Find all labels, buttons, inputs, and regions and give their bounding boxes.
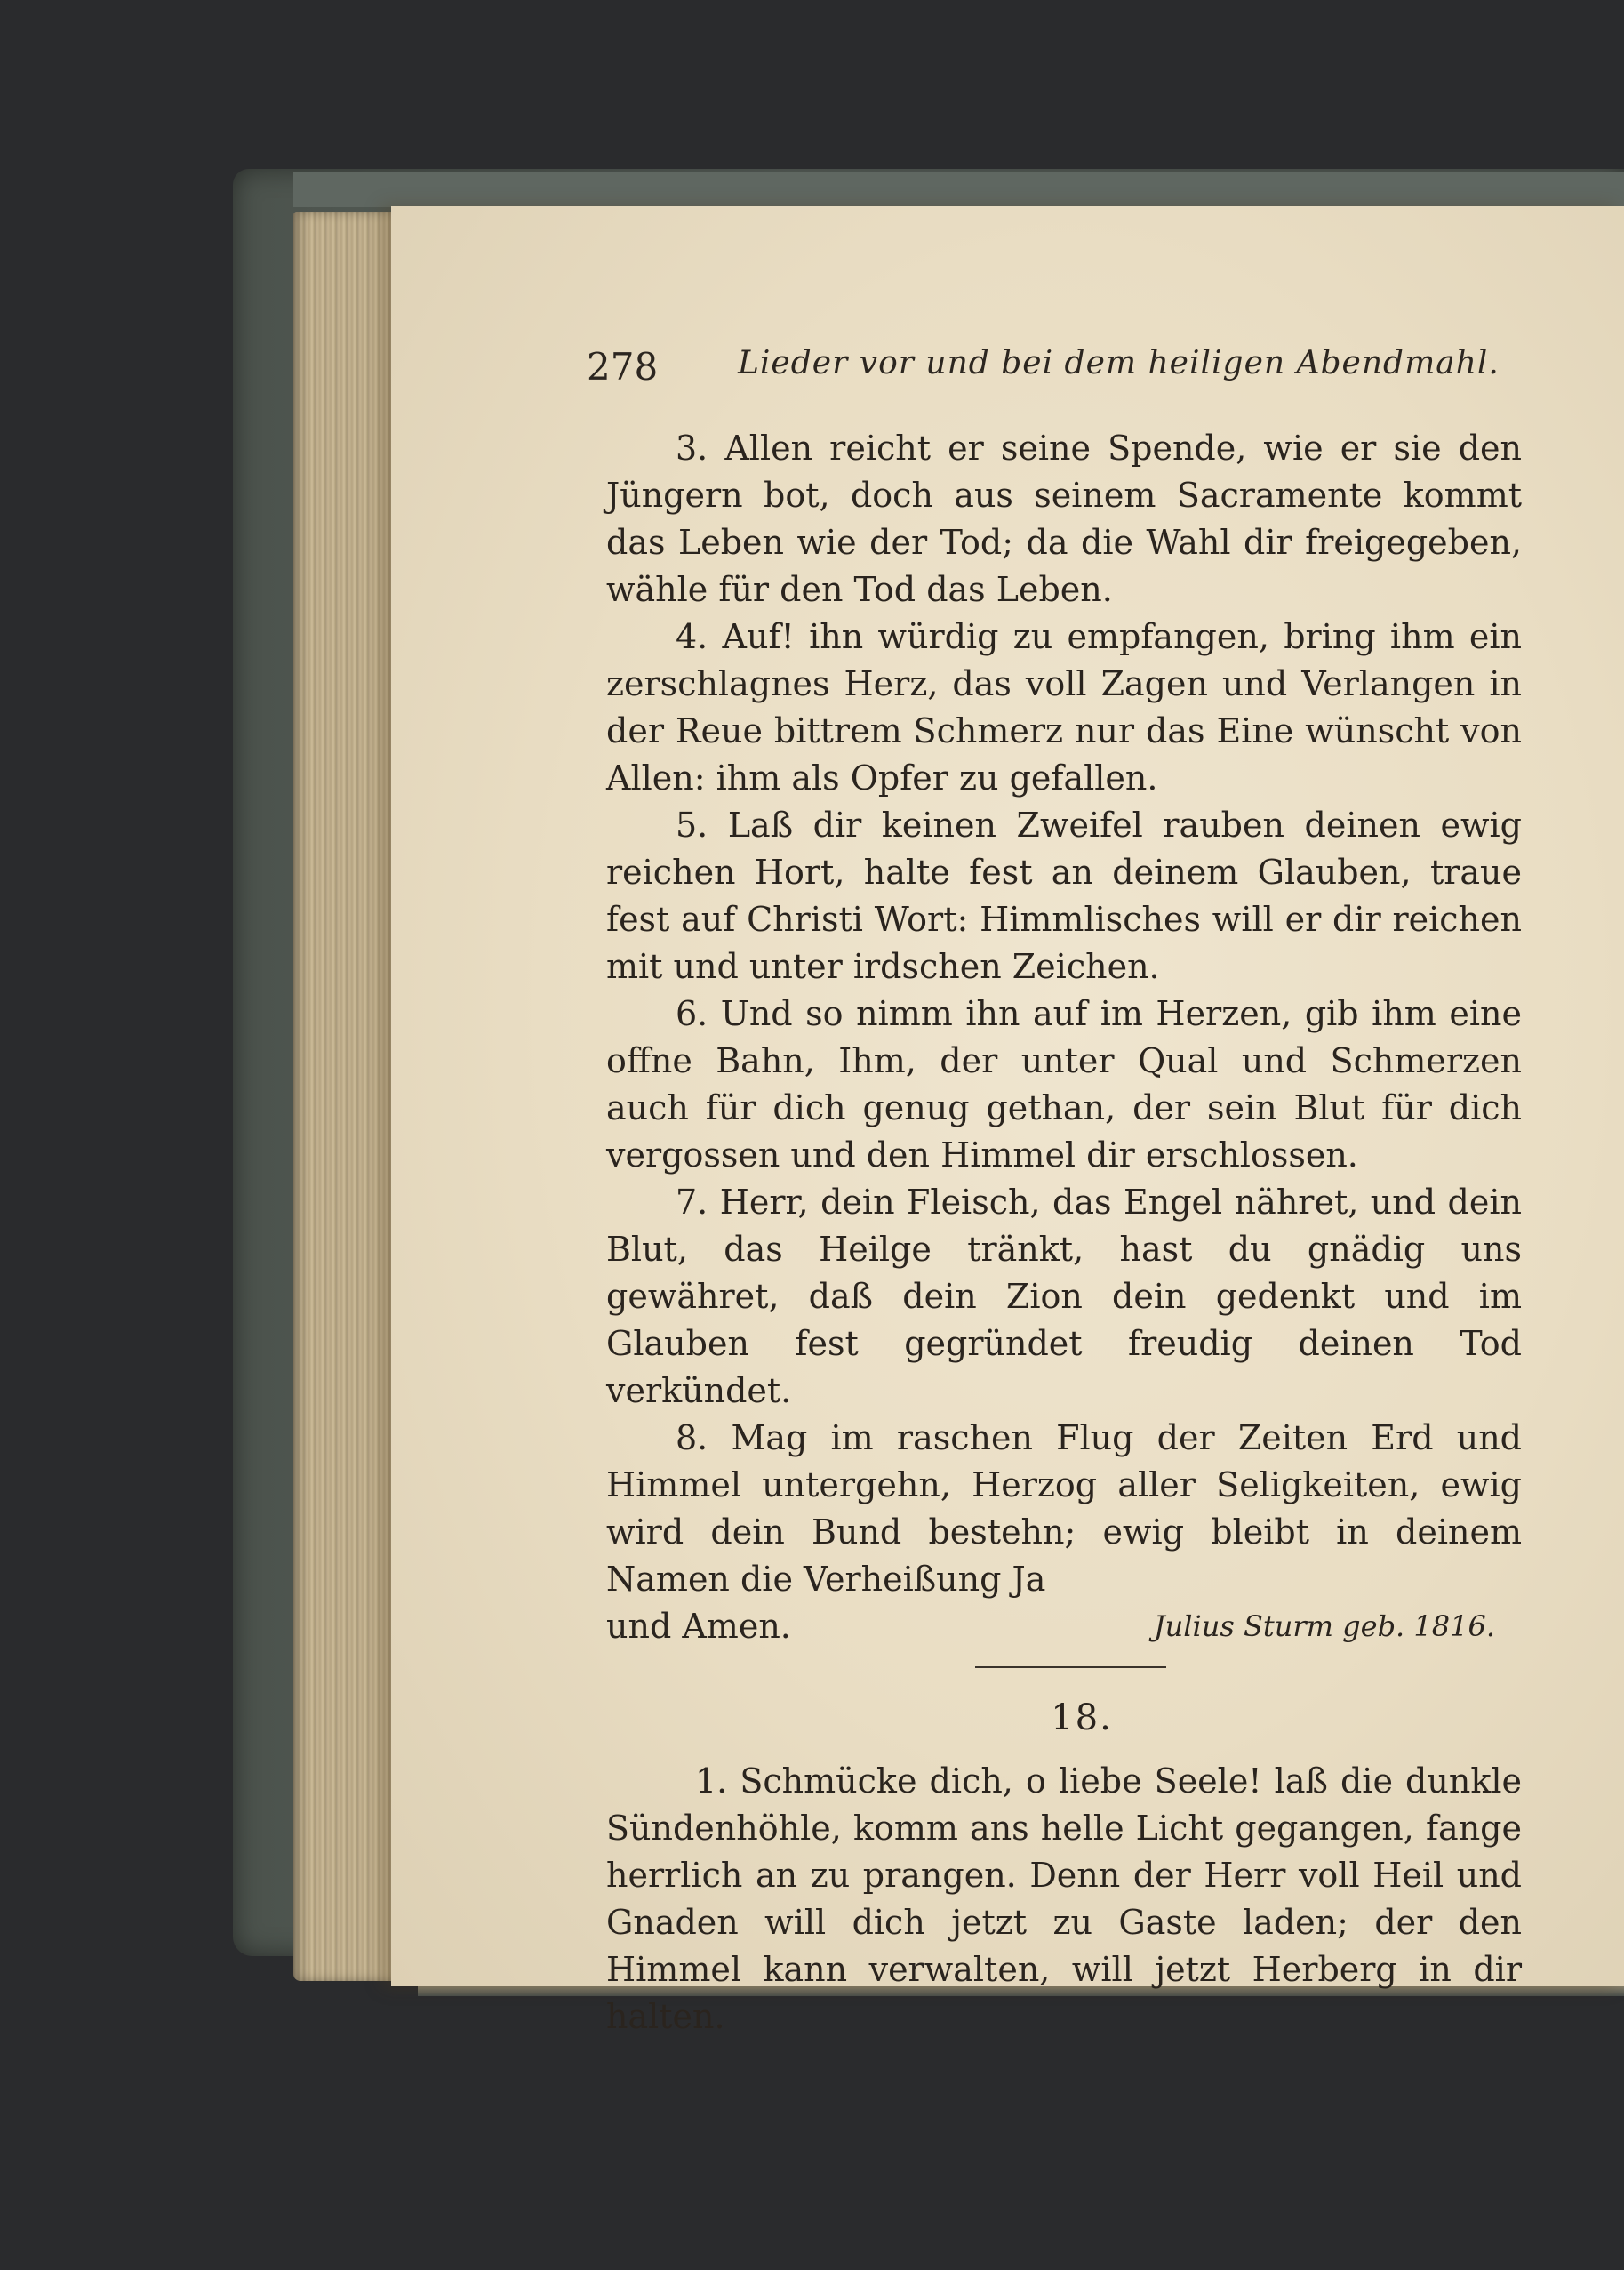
stanza-4: 4. Auf! ihn würdig zu empfangen, bring ihm ein zerschlagnes Herz, das voll Zagen und Verlangen in der Reue bittrem Schmerz nur das Eine wünscht von Allen: ihm als Opfer zu gefallen. bbox=[606, 617, 1522, 798]
stanza-7: 7. Herr, dein Fleisch, das Engel nähret, und dein Blut, das Heilge tränkt, hast du gnädig uns gewähret, daß dein Zion dein gedenkt und im Glauben fest gegründet freudig deinen Tod verkündet. bbox=[606, 1183, 1522, 1410]
hymn-number: 18. bbox=[1051, 1697, 1113, 1738]
hymn18-stanza-1: 1. Schmücke dich, o liebe Seele! laß die dunkle Sündenhöhle, komm ans helle Licht gegangen, fange herrlich an zu prangen. Denn der Herr voll Heil und Gnaden will dich jetzt zu Gaste laden; der den Himmel kann verwalten, will jetzt Herberg in dir halten. bbox=[606, 1761, 1522, 2036]
stanza-6: 6. Und so nimm ihn auf im Herzen, gib ihm eine offne Bahn, Ihm, der unter Qual und Schmerzen auch für dich genug gethan, der sein Blut für dich vergossen und den Himmel dir erschlossen. bbox=[606, 994, 1522, 1175]
stanza-8-closing: und Amen. bbox=[606, 1607, 791, 1646]
page-text bbox=[606, 425, 1522, 2041]
book-cover-top-edge bbox=[293, 172, 1624, 207]
running-title: Lieder vor und bei dem heiligen Abendmahl. bbox=[738, 345, 1500, 381]
page-header bbox=[587, 345, 1520, 398]
signature-line bbox=[606, 1603, 1522, 1650]
stanza-8: 8. Mag im raschen Flug der Zeiten Erd und Himmel untergehn, Herzog aller Seligkeiten, ewig wird dein Bund bestehn; ewig bleibt in deinem Namen die Verheißung Ja bbox=[606, 1418, 1522, 1599]
author-signature: Julius Sturm geb. 1816. bbox=[1153, 1609, 1495, 1643]
section-divider bbox=[975, 1666, 1166, 1668]
stanza-3: 3. Allen reicht er seine Spende, wie er sie den Jüngern bot, doch aus seinem Sacramente kommt das Leben wie der Tod; da die Wahl dir freigegeben, wähle für den Tod das Leben. bbox=[606, 429, 1522, 609]
stanza-5: 5. Laß dir keinen Zweifel rauben deinen ewig reichen Hort, halte fest an deinem Glauben, traue fest auf Christi Wort: Himmlisches will er dir reichen mit und unter irdschen Zeichen. bbox=[606, 806, 1522, 986]
page-number: 278 bbox=[587, 345, 659, 389]
